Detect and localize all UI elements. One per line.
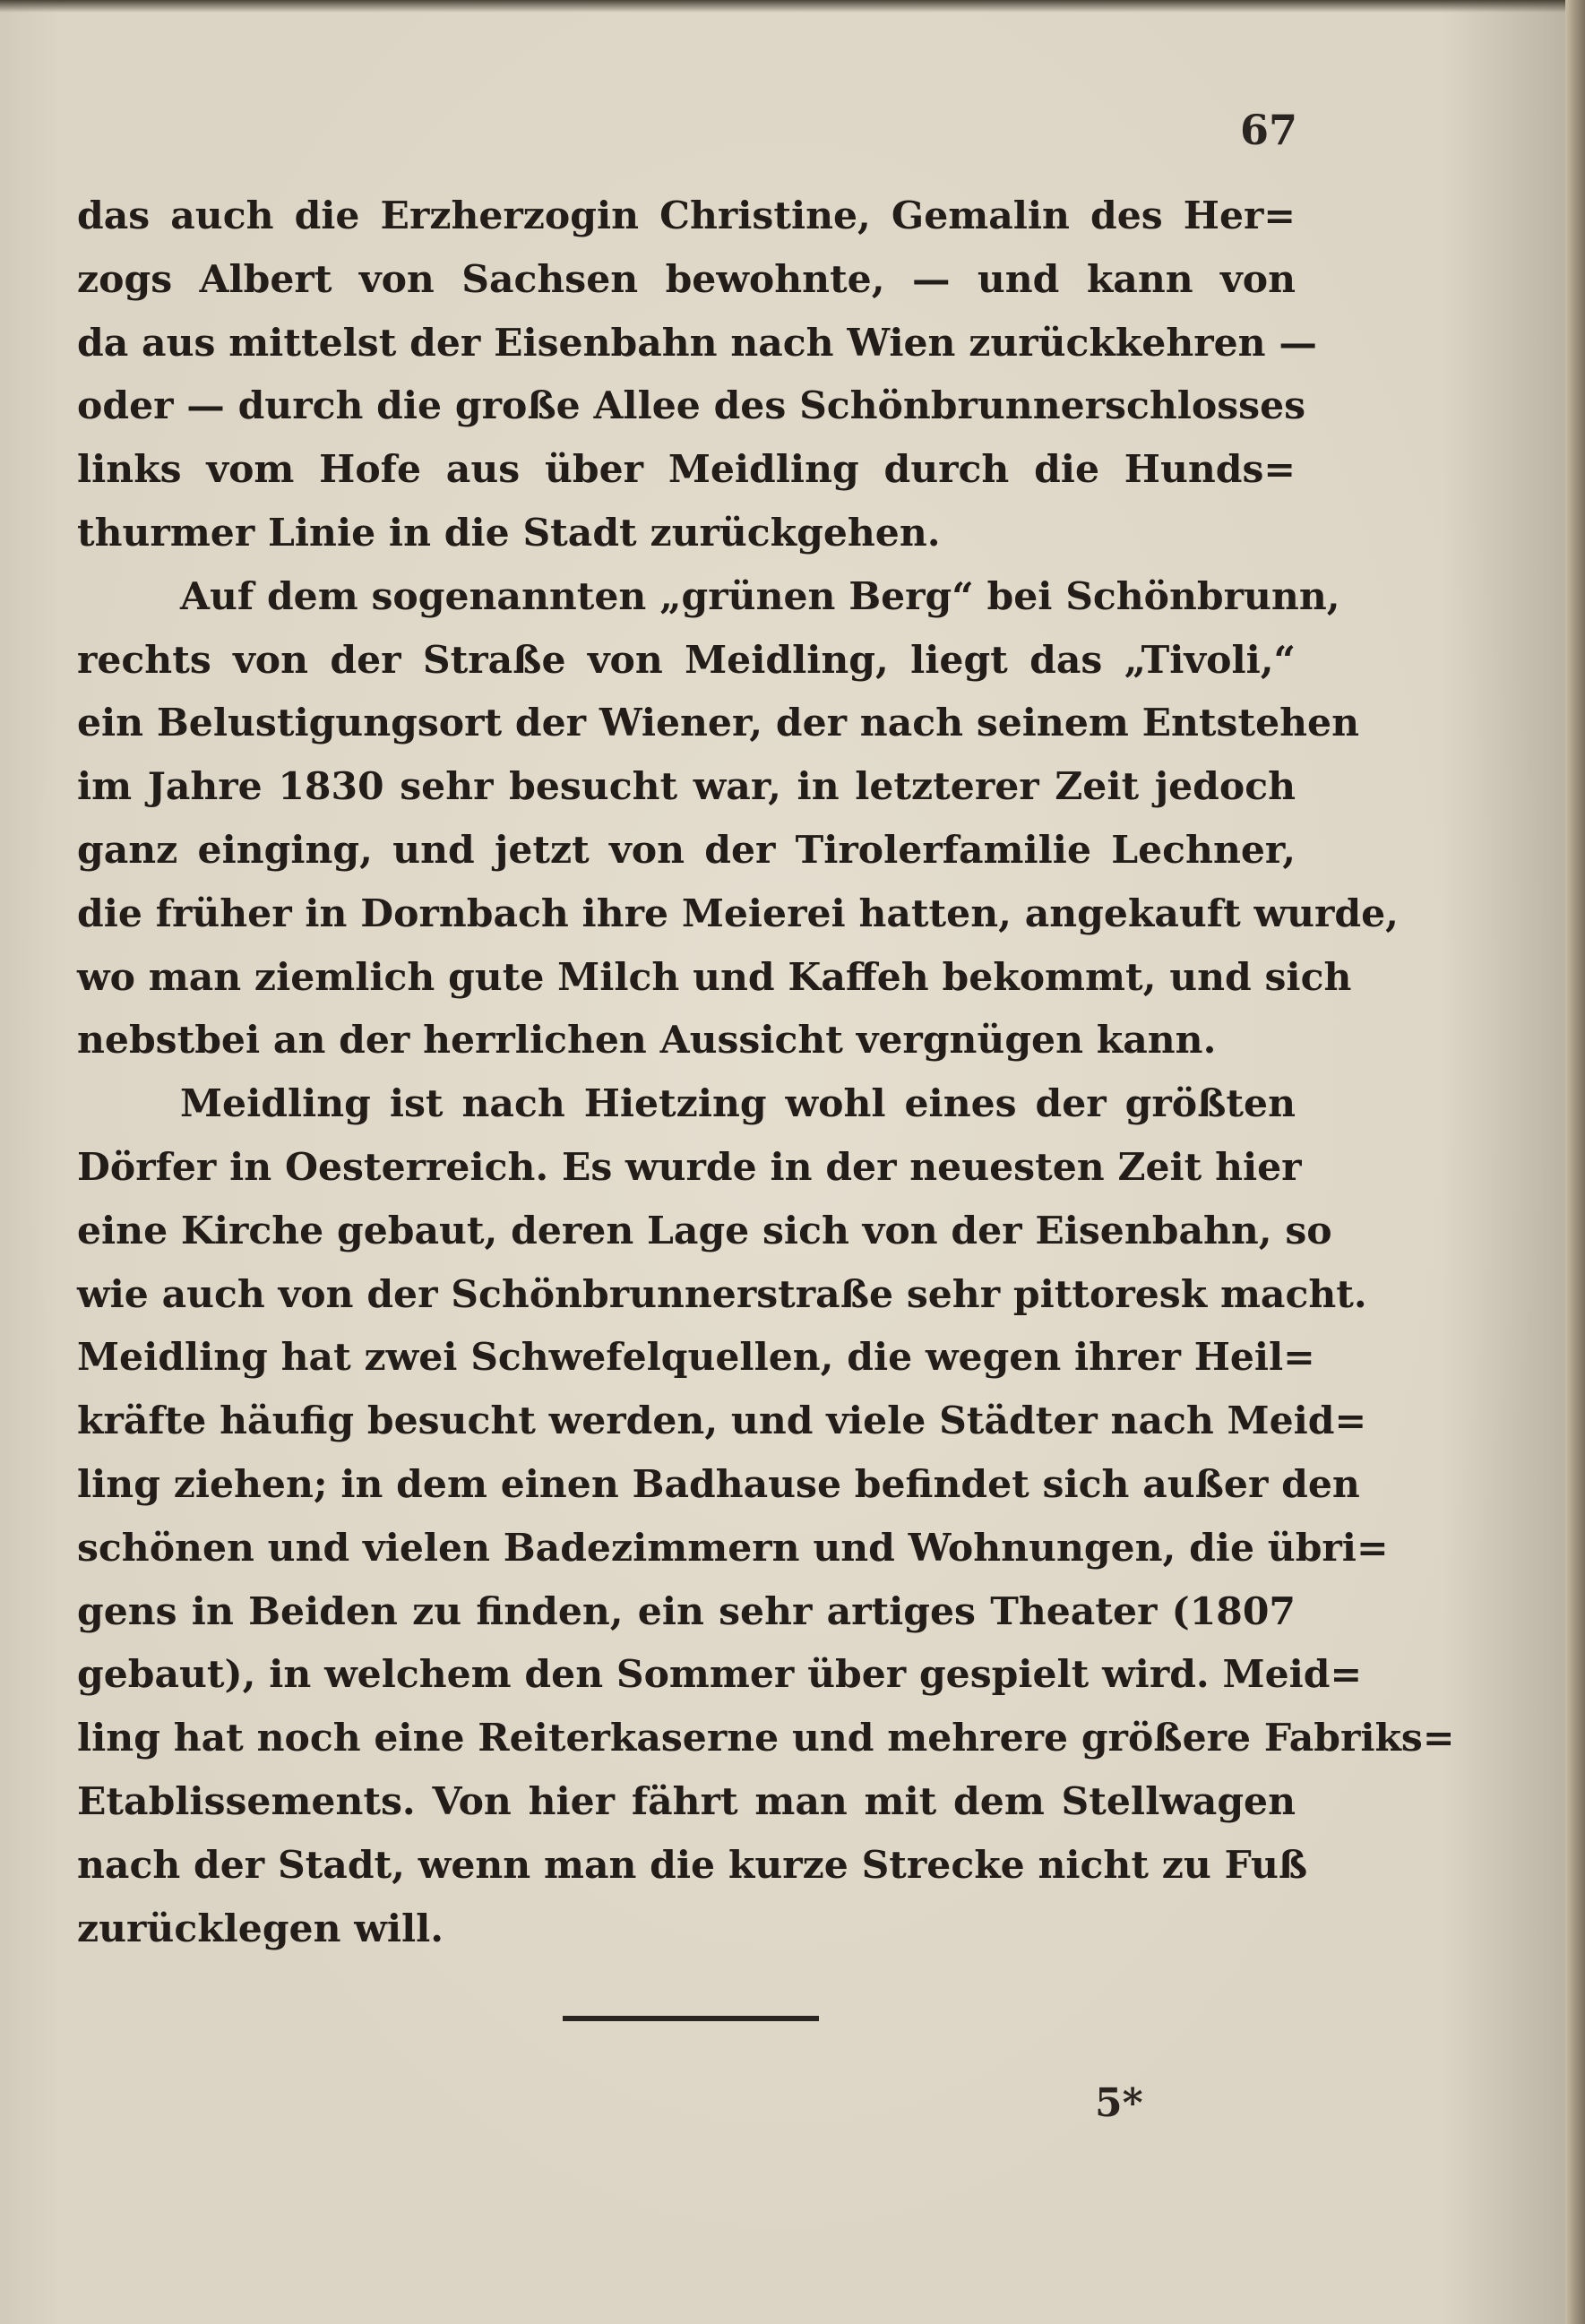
text-line: nach der Stadt, wenn man die kurze Strecke nicht zu Fuß	[77, 1842, 1308, 1888]
text-line: zogs Albert von Sachsen bewohnte, — und kann von	[77, 256, 1296, 302]
text-line: Dörfer in Oesterreich. Es wurde in der neuesten Zeit hier	[77, 1144, 1302, 1190]
text-line: links vom Hofe aus über Meidling durch die Hunds=	[77, 447, 1296, 493]
section-divider	[563, 2016, 819, 2021]
text-line: gebaut), in welchem den Sommer über gespielt wird. Meid=	[77, 1652, 1363, 1698]
page-edge	[1565, 0, 1585, 2324]
text-line: Meidling hat zwei Schwefelquellen, die wegen ihrer Heil=	[77, 1335, 1315, 1381]
page-number: 67	[1239, 106, 1297, 154]
text-line: kräfte häufig besucht werden, und viele Städter nach Meid=	[77, 1399, 1367, 1444]
text-line: rechts von der Straße von Meidling, liegt das „Tivoli,“	[77, 637, 1296, 683]
text-line: die früher in Dornbach ihre Meierei hatten, angekauft wurde,	[77, 891, 1399, 936]
text-line: im Jahre 1830 sehr besucht war, in letzterer Zeit jedoch	[77, 764, 1296, 810]
text-line: da aus mittelst der Eisenbahn nach Wien zurückkehren —	[77, 320, 1317, 366]
text-line: oder — durch die große Allee des Schönbrunnerschlosses	[77, 383, 1306, 429]
page-top-shadow	[0, 0, 1566, 13]
text-line: Auf dem sogenannten „grünen Berg“ bei Schönbrunn,	[180, 573, 1340, 619]
text-line: Etablissements. Von hier fährt man mit dem Stellwagen	[77, 1778, 1296, 1824]
text-line: ling ziehen; in dem einen Badhause befindet sich außer den	[77, 1461, 1360, 1507]
text-line: ein Belustigungsort der Wiener, der nach seinem Entstehen	[77, 701, 1359, 746]
text-line: eine Kirche gebaut, deren Lage sich von der Eisenbahn, so	[77, 1208, 1332, 1253]
text-line: Meidling ist nach Hietzing wohl eines der größten	[180, 1081, 1296, 1127]
text-line: gens in Beiden zu finden, ein sehr artiges Theater (1807	[77, 1588, 1296, 1634]
text-line: das auch die Erzherzogin Christine, Gemalin des Her=	[77, 194, 1296, 238]
text-line: nebstbei an der herrlichen Aussicht vergnügen kann.	[77, 1018, 1217, 1063]
signature-mark: 5*	[1095, 2080, 1143, 2126]
body-text	[77, 185, 1455, 1960]
text-line: zurücklegen will.	[77, 1906, 444, 1951]
text-line: schönen und vielen Badezimmern und Wohnungen, die übri=	[77, 1525, 1389, 1571]
text-line: ling hat noch eine Reiterkaserne und mehrere größere Fabriks=	[77, 1716, 1455, 1761]
text-line: wie auch von der Schönbrunnerstraße sehr pittoresk macht.	[77, 1271, 1367, 1317]
text-line: thurmer Linie in die Stadt zurückgehen.	[77, 510, 941, 555]
text-line: ganz einging, und jetzt von der Tirolerfamilie Lechner,	[77, 827, 1296, 873]
text-line: wo man ziemlich gute Milch und Kaffeh bekommt, und sich	[77, 954, 1352, 1000]
